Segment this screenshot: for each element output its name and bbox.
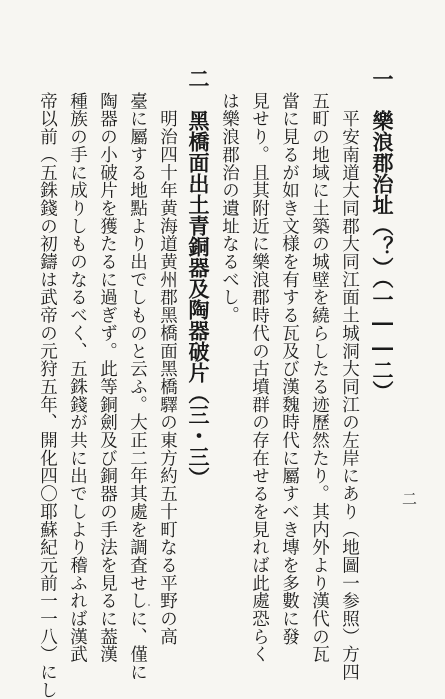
section-1-line-1: 平安南道大同郡大同江面土城洞大同江の左岸にあり（地圖一参照）方四	[339, 92, 360, 682]
page-number: 二	[402, 490, 418, 508]
section-2-line-4: 種族の手に成りしものなるべく、五銖錢が共に出でしより稽ふれば漢武	[67, 92, 88, 664]
section-2-line-5: 帝以前（五銖錢の初鑄は武帝の元狩五年、開化四〇耶蘇紀元前一一八）にし	[37, 92, 58, 699]
section-1-line-2: 五町の地域に土築の城壁を繞らしたる迹歷然たり。其内外より漢代の瓦	[309, 92, 330, 664]
section-1-line-5: は樂浪郡治の遺址なるべし。	[219, 92, 240, 325]
page-speck	[148, 604, 150, 606]
section-1-heading: 一 樂浪郡治址（？）（一――二）	[370, 68, 395, 402]
section-2-heading: 二 黑橋面出土青銅器及陶器破片（三・三）	[186, 68, 211, 488]
section-1-line-4: 見せり。且其附近に樂浪郡時代の古墳群の存在せるを見れば此處恐らく	[249, 92, 270, 664]
section-2-line-2: 臺に屬する地點より出でしものと云ふ。大正二年其處を調査せしに、僅に	[127, 92, 148, 682]
section-2-line-3: 陶器の小破片を獲たるに過ぎず。此等銅劍及び銅器の手法を見るに葢漢	[97, 92, 118, 664]
section-2-line-1: 明治四十年黄海道黄州郡黑橋面黑橋驛の東方約五十町なる平野の高	[157, 92, 178, 646]
section-1-line-3: 當に見るが如き文様を有する瓦及び漢魏時代に屬すべき塼を多數に發	[279, 92, 300, 646]
